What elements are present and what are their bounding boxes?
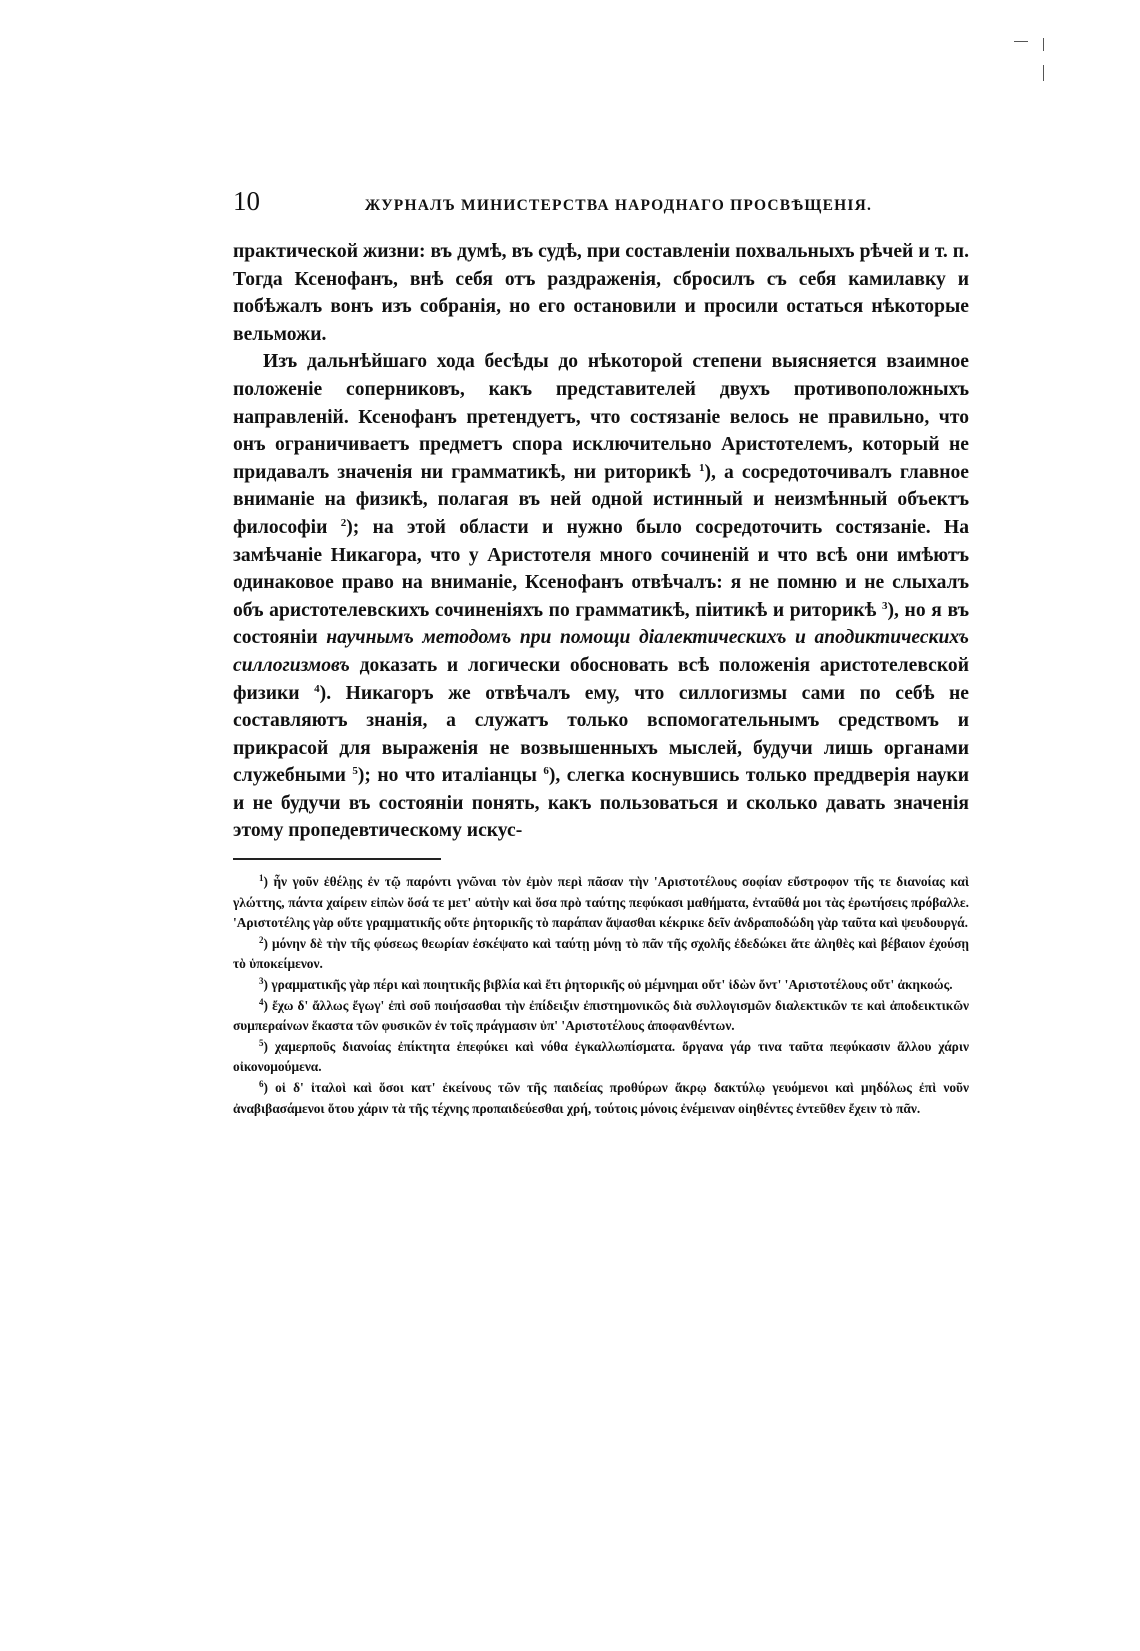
scan-mark-line-2 <box>1043 65 1044 81</box>
paragraph-2-part-b: , а сосредоточивалъ главное вниманіе на физикѣ, полагая въ ней одной истинный и неизмѣнный объектъ философіи <box>233 461 969 538</box>
footnote-ref-6: 6 <box>543 765 549 778</box>
paragraph-2-part-g: ). Никагоръ же отвѣчалъ ему, что силлогизмы сами по себѣ не составляютъ знанія, а служатъ только вспомогательнымъ средствомъ и прикрасой для выраженія не возвышенныхъ мыслей, будучи лишь органами служебными <box>233 682 969 787</box>
footnote-5: $^5$) χαμερποῦς διανοίας ἐπίκτητα ἐπεφύκει καὶ νόθα ἐγκαλλωπίσματα. ὄργανα γάρ τινα ταῦτα πεφύκασιν ἄλλου χάριν οἰκονομούμενα. <box>233 1037 969 1075</box>
footnote-ref-4: 4 <box>314 682 320 695</box>
footnote-2-text: μόνην δὲ τὴν τῆς φύσεως θεωρίαν ἐσκέψατο καὶ ταύτῃ μόνῃ τὸ πᾶν τῆς σχολῆς ἐδεδώκει ἅτε ἀληθὲς καὶ βέβαιον ἐχούσῃ τὸ ὑποκείμενον. <box>233 935 969 972</box>
page-header <box>233 186 969 216</box>
footnote-2: $^2$) μόνην δὲ τὴν τῆς φύσεως θεωρίαν ἐσκέψατο καὶ ταύτῃ μόνῃ τὸ πᾶν τῆς σχολῆς ἐδεδώκει ἅτε ἀληθὲς καὶ βέβαιον ἐχούσῃ τὸ ὑποκείμενον. <box>233 934 969 972</box>
footnote-3-text: γραμματικῆς γὰρ πέρι καὶ ποιητικῆς βιβλία καὶ ἔτι ῥητορικῆς οὐ μέμνημαι οὔτ' ἰδὼν ὄντ' 'Αριστοτέλους οὔτ' ἀκηκοώς. <box>271 977 953 993</box>
footnote-2-mark: 2 <box>259 934 264 945</box>
page-number: 10 <box>233 186 260 216</box>
footnote-3: $^3$) γραμματικῆς γὰρ πέρι καὶ ποιητικῆς βιβλία καὶ ἔτι ῥητορικῆς οὐ μέμνημαι οὔτ' ἰδὼν ὄντ' 'Αριστοτέλους οὔτ' ἀκηκοώς. <box>259 976 953 993</box>
footnote-6-text: οἱ δ' ἰταλοὶ καὶ ὅσοι κατ' ἐκείνους τῶν τῆς παιδείας προθύρων ἄκρῳ δακτύλῳ γευόμενοι καὶ μηδόλως ἐπὶ νοῦν ἀναβιβασάμενοι ὅτου χάριν τὰ τῆς τέχνης προπαιδεύεσθαι χρή, τούτοις μόνοις ἐνέμειναν οἰηθέντες ἐντεῦθεν ἔχειν τὸ πᾶν. <box>233 1080 969 1116</box>
footnote-5-text: χαμερποῦς διανοίας ἐπίκτητα ἐπεφύκει καὶ νόθα ἐγκαλλωπίσματα. ὄργανα γάρ τινα ταῦτα πεφύκασιν ἄλλου χάριν οἰκονομούμενα. <box>233 1038 969 1075</box>
paragraph-2-part-f: доказать и логически обосновать всѣ положенія аристотелевской физики <box>233 654 969 704</box>
footnote-1: $^1$) ἦν γοῦν ἐθέλῃς ἐν τῷ παρόντι γνῶναι τὸν ἐμὸν περὶ πᾶσαν τὴν 'Αριστοτέλους σοφίαν εὔστροφον τῆς τε διανοίας καὶ γλώττης, πάντα χαίρειν εἰπὼν ὅσά τε μετ' αὐτὴν καὶ ὅσα πρὸ ταύτης πεφύκασι μαθήματα, ἐνταῦθά μοι τὰς ἐρωτήσεις πρόβαλλε. 'Αριστοτέλης γὰρ οὔτε γραμματικῆς οὔτε ῥητορικῆς τὸ παράπαν ἅψασθαι κέκρικε δεῖν ἀνδραποδώδη γὰρ ταῦτα καὶ ψευδουργά. <box>233 873 969 931</box>
paragraph-2-part-c: ); на этой области и нужно было сосредоточить состязаніе. На замѣчаніе Никагора, что у Аристотеля много сочиненій и что всѣ они имѣютъ одинаковое право на вниманіе, Ксенофанъ отвѣчалъ: я не помню и не слыхалъ объ аристотелевскихъ сочиненіяхъ по грамматикѣ, піитикѣ и риторикѣ <box>233 516 969 621</box>
footnotes <box>233 872 969 1119</box>
footnote-6-mark: 6 <box>259 1079 264 1089</box>
footnote-4: $^4$) ἔχω δ' ἄλλως ἔγωγ' ἐπὶ σοῦ ποιήσασθαι τὴν ἐπίδειξιν ἐπιστημονικῶς διὰ συλλογισμῶν διαλεκτικῶν τε καὶ ἀποδεικτικῶν συμπεραίνων ἕκαστα τῶν φυσικῶν ἐν τοῖς πράγμασιν ὑπ' 'Αριστοτέλους ἀποφανθέντων. <box>233 996 969 1034</box>
footnote-ref-2: 2 <box>340 516 347 529</box>
footnote-1-mark: 1 <box>259 873 264 884</box>
footnote-3-mark: 3 <box>259 976 264 987</box>
footnote-6: $^6$) οἱ δ' ἰταλοὶ καὶ ὅσοι κατ' ἐκείνους τῶν τῆς παιδείας προθύρων ἄκρῳ δακτύλῳ γευόμενοι καὶ μηδόλως ἐπὶ νοῦν ἀναβιβασάμενοι ὅτου χάριν τὰ τῆς τέχνης προπαιδεύεσθαι χρή, τούτοις μόνοις ἐνέμειναν οἰηθέντες ἐντεῦθεν ἔχειν τὸ πᾶν. <box>233 1079 969 1116</box>
book-page <box>233 186 969 1119</box>
running-title: ЖУРНАЛЪ МИНИСТЕРСТВА НАРОДНАГО ПРОСВѢЩЕНІЯ. <box>364 197 873 214</box>
paragraph-2-part-a: Изъ дальнѣйшаго хода бесѣды до нѣкоторой степени выясняется взаимное положеніе соперниковъ, какъ представителей двухъ противоположныхъ направленій. Ксенофанъ претендуетъ, что состязаніе велось не правильно, что онъ ограничиваетъ предметъ спора исключительно Аристотелемъ, который не придавалъ значенія ни грамматикѣ, ни риторикѣ <box>233 351 969 483</box>
paragraph-2: Изъ дальнѣйшаго хода бесѣды до нѣкоторой степени выясняется взаимное положеніе соперниковъ, какъ представителей двухъ противоположныхъ направленій. Ксенофанъ претендуетъ, что состязаніе велось не правильно, что онъ ограничиваетъ предметъ спора исключительно Аристотелемъ, который не придавалъ значенія ни грамматикѣ, ни риторикѣ $^1$), а сосредоточивалъ главное вниманіе на физикѣ, полагая въ ней одной истинный и неизмѣнный объектъ философіи $^2$); на этой области и нужно было сосредоточить состязаніе. На замѣчаніе Никагора, что у Аристотеля много сочиненій и что всѣ они имѣютъ одинаковое право на вниманіе, Ксенофанъ отвѣчалъ: я не помню и не слыхалъ объ аристотелевскихъ сочиненіяхъ по грамматикѣ, піитикѣ и риторикѣ $^3$), но я въ состояніи научнымъ методомъ при помощи діалектическихъ и аподиктическихъ силлогизмовъ доказать и логически обосновать всѣ положенія аристотелевской физики $^4$). Никагоръ же отвѣчалъ ему, что силлогизмы сами по себѣ не составляютъ знанія, а служатъ только вспомогательнымъ средствомъ и прикрасой для выраженія не возвышенныхъ мыслей, будучи лишь органами служебными $^5$); но что италіанцы $^6$), слегка коснувшись только преддверія науки и не будучи въ состояніи понять, какъ пользоваться и сколько давать значенія этому пропедевтическому искус- <box>233 351 969 842</box>
footnote-ref-1: 1 <box>699 461 705 474</box>
footnote-ref-5: 5 <box>352 765 358 778</box>
paragraph-2-part-d: ), но я въ состояніи <box>233 599 969 649</box>
main-text <box>233 238 969 845</box>
paragraph-1: практической жизни: въ думѣ, въ судѣ, при составленіи похвальныхъ рѣчей и т. п. Тогда Ксенофанъ, внѣ себя отъ раздраженія, сбросилъ съ себя камилавку и побѣжалъ вонъ изъ собранія, но его остановили и просили остаться нѣкоторые вельможи. <box>233 241 969 345</box>
footnote-4-mark: 4 <box>259 996 264 1007</box>
footnote-1-text: ἦν γοῦν ἐθέλῃς ἐν τῷ παρόντι γνῶναι τὸν ἐμὸν περὶ πᾶσαν τὴν 'Αριστοτέλους σοφίαν εὔστροφον τῆς τε διανοίας καὶ γλώττης, πάντα χαίρειν εἰπὼν ὅσά τε μετ' αὐτὴν καὶ ὅσα πρὸ ταύτης πεφύκασι μαθήματα, ἐνταῦθά μοι τὰς ἐρωτήσεις πρόβαλλε. 'Αριστοτέλης γὰρ οὔτε γραμματικῆς οὔτε ῥητορικῆς τὸ παράπαν ἅψασθαι κέκρικε δεῖν ἀνδραποδώδη γὰρ ταῦτα καὶ ψευδουργά. <box>233 874 969 931</box>
footnote-5-mark: 5 <box>259 1037 264 1048</box>
paragraph-2-part-i: ), слегка коснувшись только преддверія науки и не будучи въ состояніи понять, какъ пользоваться и сколько давать значенія этому пропедевтическому искус- <box>233 765 969 842</box>
footnote-4-text: ἔχω δ' ἄλλως ἔγωγ' ἐπὶ σοῦ ποιήσασθαι τὴν ἐπίδειξιν ἐπιστημονικῶς διὰ συλλογισμῶν διαλεκτικῶν τε καὶ ἀποδεικτικῶν συμπεραίνων ἕκαστα τῶν φυσικῶν ἐν τοῖς πράγμασιν ὑπ' 'Αριστοτέλους ἀποφανθέντων. <box>233 997 969 1034</box>
paragraph-2-part-h: ); но что италіанцы <box>357 765 537 787</box>
scan-mark-line-1 <box>1043 38 1044 51</box>
italic-phrase: научнымъ методомъ при помощи діалектическихъ и аподиктическихъ силлогизмовъ <box>233 627 969 676</box>
footnote-divider <box>233 858 441 860</box>
scan-mark-dash <box>1014 41 1028 42</box>
footnote-ref-3: 3 <box>882 599 888 612</box>
